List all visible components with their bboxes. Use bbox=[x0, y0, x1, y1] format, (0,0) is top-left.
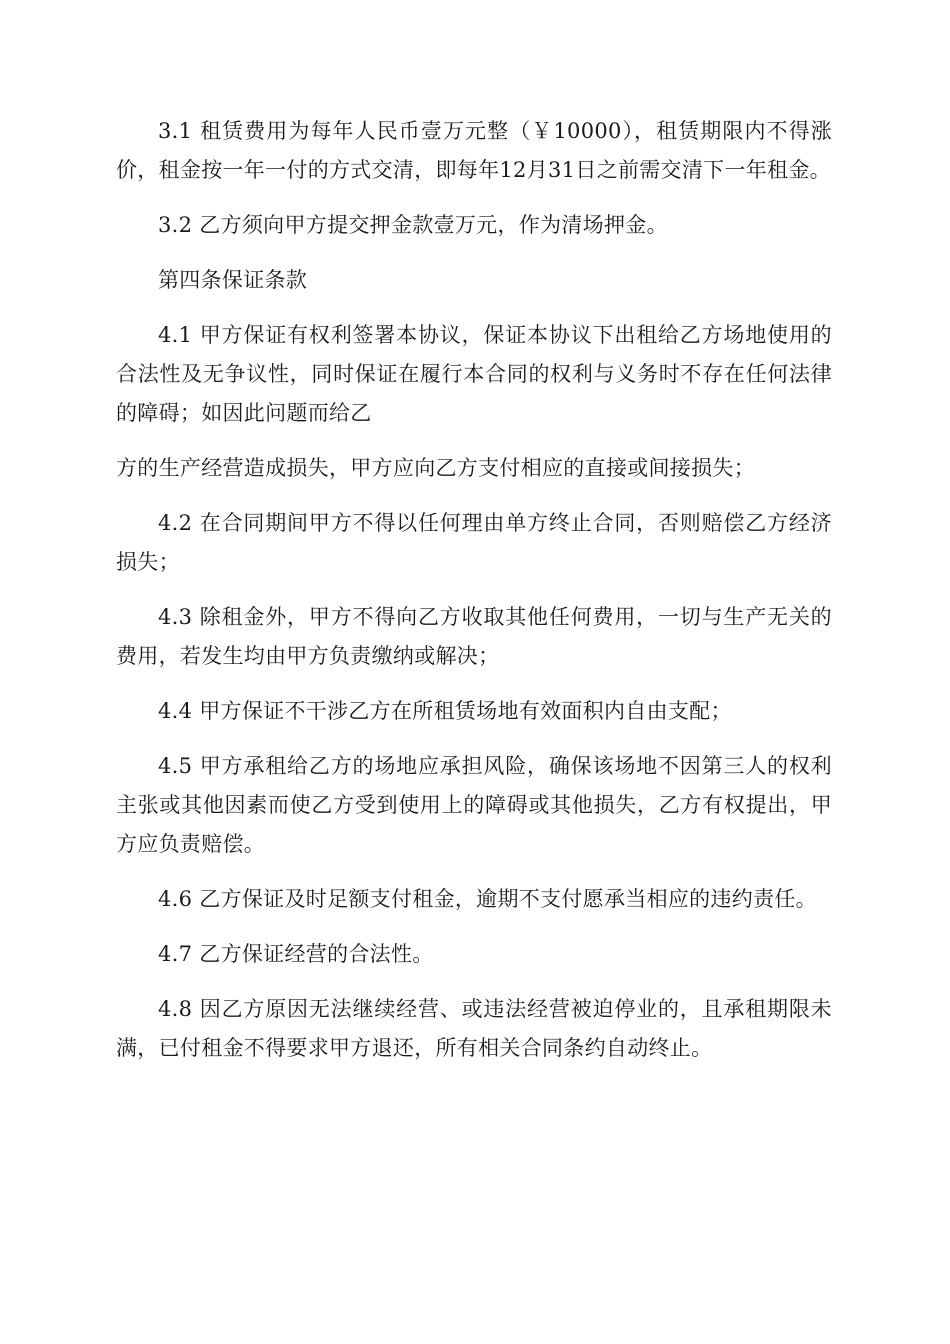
document-page bbox=[116, 112, 832, 1084]
clause-4-1: 4.1 甲方保证有权利签署本协议，保证本协议下出租给乙方场地使用的合法性及无争议性，同时保证在履行本合同的权利与义务时不存在任何法律的障碍；如因此问题而给乙 bbox=[116, 323, 832, 425]
clause-4-1-continued: 方的生产经营造成损失，甲方应向乙方支付相应的直接或间接损失； bbox=[116, 456, 755, 480]
clause-3-2: 3.2 乙方须向甲方提交押金款壹万元，作为清场押金。 bbox=[158, 213, 668, 237]
section-heading-article-4: 第四条保证条款 bbox=[158, 268, 308, 292]
clause-4-5: 4.5 甲方承租给乙方的场地应承担风险，确保该场地不因第三人的权利主张或其他因素而使乙方受到使用上的障碍或其他损失，乙方有权提出，甲方应负责赔偿。 bbox=[116, 754, 832, 856]
clause-4-2: 4.2 在合同期间甲方不得以任何理由单方终止合同，否则赔偿乙方经济损失； bbox=[116, 511, 832, 574]
clause-4-4: 4.4 甲方保证不干涉乙方在所租赁场地有效面积内自由支配； bbox=[158, 699, 732, 723]
clause-4-8: 4.8 因乙方原因无法继续经营、或违法经营被迫停业的，且承租期限未满，已付租金不得要求甲方退还，所有相关合同条约自动终止。 bbox=[116, 997, 832, 1060]
clause-4-6: 4.6 乙方保证及时足额支付租金，逾期不支付愿承当相应的违约责任。 bbox=[158, 887, 817, 911]
clause-4-3: 4.3 除租金外，甲方不得向乙方收取其他任何费用，一切与生产无关的费用，若发生均由甲方负责缴纳或解决； bbox=[116, 605, 832, 668]
clause-3-1: 3.1 租赁费用为每年人民币壹万元整（￥10000），租赁期限内不得涨价，租金按一年一付的方式交清，即每年12月31日之前需交清下一年租金。 bbox=[116, 119, 832, 182]
clause-4-7: 4.7 乙方保证经营的合法性。 bbox=[158, 942, 434, 966]
